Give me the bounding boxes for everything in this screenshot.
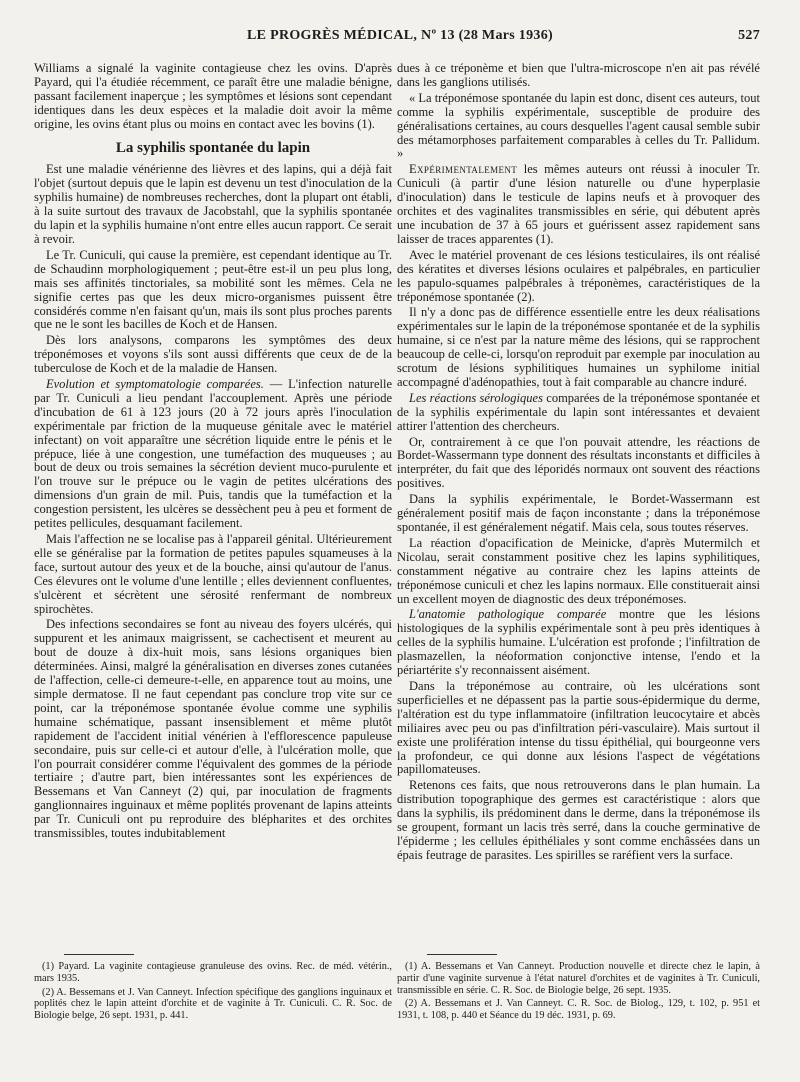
paragraph: Williams a signalé la vaginite contagieuse chez les ovins. D'après Payard, qui l'a étudiée récemment, ce paraît être une maladie bénigne, passant facilement inaperçue ; les symptômes et lésions sont cependant identiques dans les deux espèces et la maladie doit avoir la même origine, les ovins étant plus ou moins en contact avec les bovins (1). <box>34 61 392 131</box>
paragraph: Dans la tréponémose au contraire, où les ulcérations sont superficielles et ne dépassent pas la partie sous-épidermique du derme, l'altération est du type inflammatoire (infiltration leucocytaire et abcès miliaires avec peu ou pas d'infiltration péri-vasculaire). Mais surtout il existe une prolifération intense du tissu épithélial, qui bourgeonne vers la profondeur, ce qui donne aux lésions l'aspect de végétations papillomateuses. <box>397 678 760 777</box>
paragraph: Le Tr. Cuniculi, qui cause la première, est cependant identique au Tr. de Schaudinn morphologiquement ; peut-être est-il un peu plus long, mais ses affinités tinctoriales, sa mobilité sont les mêmes. Cela ne signifie certes pas que les deux micro-organismes puissent être considérés comme n'en faisant qu'un, mais ils sont plus proches parents que ne le sont les bacilles de Koch et de Hansen. <box>34 247 392 332</box>
paragraph-lead: Evolution et symptomatologie comparées. <box>46 377 264 392</box>
paragraph: Mais l'affection ne se localise pas à l'appareil génital. Ultérieurement elle se généralise par la formation de petites papules squameuses à la face, surtout autour des yeux et de la bouche, ainsi qu'autour de l'anus. Ces élevures ont le volume d'une lentille ; elles deviennent confluentes, s'ulcèrent et sécrètent une sérosité renfermant de nombreux spirochètes. <box>34 532 392 616</box>
footnote-rule <box>64 954 134 955</box>
footnote-rule <box>427 954 497 955</box>
footnote: (1) Payard. La vaginite contagieuse granuleuse des ovins. Rec. de méd. vétérin., mars 1935. <box>34 961 392 984</box>
paragraph-lead: Les réactions sérologiques <box>409 390 543 405</box>
paragraph: Dans la syphilis expérimentale, le Bordet-Wassermann est généralement positif mais de façon inconstante ; dans la tréponémose spontanée, il est généralement négatif. Mais cela, sous toutes réserves. <box>397 492 760 534</box>
left-footnotes <box>34 948 392 1024</box>
paragraph: Dès lors analysons, comparons les symptômes des deux tréponémoses et voyons s'ils sont aussi différents que ceux de de la tuberculose de Koch et de la maladie de Hansen. <box>34 333 392 376</box>
paragraph <box>397 163 760 246</box>
page-number: 527 <box>738 28 760 43</box>
paragraph: Or, contrairement à ce que l'on pouvait attendre, les réactions de Bordet-Wassermann type donnent des résultats inconstants et difficiles à interpréter, du fait que des léporidés normaux ont souvent des réactions positives. <box>397 434 760 491</box>
paragraph: Des infections secondaires se font au niveau des foyers ulcérés, qui suppurent et les animaux maigrissent, se cachectisent et meurent au bout de douze à dix-huit mois, sans lésions organiques bien déterminées. Ainsi, malgré la généralisation en diverses zones cutanées de l'affection, celle-ci demeure-t-elle, en apparence tout au moins, une simple dermatose. Il ne faut cependant pas conclure trop vite sur ce point, car la tréponémose spontanée évolue comme une syphilis humaine schématique, passant insensiblement et même plutôt rapidement de l'accident initial vénérien à l'efflorescence papuleuse secondaire, puis sur celle-ci et autour d'elle, à l'ulcération molle, que l'on pourrait considérer comme l'équivalent des gommes de la période tertiaire ; d'autre part, bien intéressantes sont les expériences de Bessemans et Van Canneyt (2) qui, par inoculation de fragments ganglionnaires inguinaux et même poplités provenant de lapins atteints par Tr. Cuniculi ont pu reproduire des blépharites et des orchites transmissibles, toutes indubitablement <box>34 617 392 841</box>
paragraph: Avec le matériel provenant de ces lésions testiculaires, ils ont réalisé des kératites et diverses lésions oculaires et palpébrales, en particulier les papulo-squames palpébrales à tréponèmes, caractéristiques de la tréponémose spontanée (2). <box>397 247 760 304</box>
paragraph <box>397 608 760 678</box>
paragraph-text: montre que les lésions histologiques de la syphilis expérimentale sont à peu près identiques à celles de la syphilis humaine. L'ulcération est profonde ; l'infiltration de plasmazellen, la néoformation conjonctive intense, l'endo et la périartérite s'y reconnaissent aisément. <box>397 607 760 678</box>
paragraph: La réaction d'opacification de Meinicke, d'après Mutermilch et Nicolau, serait constamment positive chez les lapins syphilitiques, constamment négative au contraire chez les lapins atteints de tréponémose cuniculi et chez les lapins normaux. Elle constituerait ainsi un excellent moyen de diagnostic des deux tréponémoses. <box>397 535 760 606</box>
footnote: (2) A. Bessemans et J. Van Canneyt. Infection spécifique des ganglions inguinaux et poplités chez le lapin atteint d'orchite et de vaginite à Tr. Cuniculi. C. R. Soc. de Biologie belge, 26 sept. 1931, p. 441. <box>34 986 392 1022</box>
footnote: (1) A. Bessemans et Van Canneyt. Production nouvelle et directe chez le lapin, à partir d'une vaginite survenue à l'état naturel d'orchites et de vaginites à Tr. Cuniculi, transmissible en série. C. R. Soc. de Biologie belge, 26 sept. 1935. <box>397 961 760 996</box>
paragraph: Est une maladie vénérienne des lièvres et des lapins, qui a déjà fait l'objet (surtout depuis que le lapin est devenu un test d'inoculation de la syphilis humaine) de nombreuses recherches, dont la plupart ont établi, à la suite surtout des travaux de Jacobstahl, que la syphilis spontanée du lapin et la syphilis humaine n'ont entre elles aucun rapport. Ce serait à revoir. <box>34 162 392 246</box>
running-header <box>40 28 760 50</box>
paragraph-lead: L'anatomie pathologique comparée <box>409 607 607 622</box>
paragraph-text: les mêmes auteurs ont réussi à inoculer Tr. Cuniculi (à partir d'une lésion naturelle ou d'une hyperplasie d'inoculation) dans le testicule de lapins neufs et à provoquer des orchites et des vaginalites transmissibles en série, qui débutent après une incubation de 37 à 65 jours et guérissent assez rapidement sans laisser de traces apparentes (1). <box>397 162 760 246</box>
paragraph-lead: Expérimentalement <box>409 162 518 177</box>
paragraph-text: comparées de la tréponémose spontanée et de la syphilis expérimentale du lapin sont intéressantes et devaient attirer l'attention des chercheurs. <box>397 390 761 433</box>
section-heading: La syphilis spontanée du lapin <box>115 139 311 156</box>
paragraph: dues à ce tréponème et bien que l'ultra-microscope n'en ait pas révélé dans les ganglions utilisés. <box>397 61 760 89</box>
paragraph <box>34 378 392 531</box>
paragraph: Il n'y a donc pas de différence essentielle entre les deux réalisations expérimentales sur le lapin de la tréponémose spontanée et de la syphilis humaine, si ce n'est par la nature même des lésions, qui se rapprochent beaucoup de celle-ci, lorsqu'on reproduit par exemple par inoculation au scrotum de lésions syphilitiques humaines un syphilome initial accompagné d'adénopathies, tout à fait comparable au chancre induré. <box>397 305 760 389</box>
paragraph <box>397 392 760 434</box>
right-column <box>397 62 760 865</box>
paragraph-text: — L'infection naturelle par Tr. Cuniculi a lieu pendant l'accouplement. Après une période d'incubation de 61 à 123 jours (20 à 72 jours après l'inoculation expérimentale par friction de la muqueuse génitale avec le matériel infectant) on voit apparaître une sécrétion liquide entre le pénis et le prépuce, liée à une congestion, une tuméfaction des muqueuses ; au bout de deux ou trois semaines la sécrétion devient muco-purulente et l'on trouve sur le prépuce ou le vagin de petites ulcérations des dimensions d'un grain de mil. Puis, tandis que la tuméfaction et la congestion persistent, les ulcères se dessèchent peu à peu et forment de petites pellicules, desquamant facilement. <box>34 377 393 531</box>
journal-title: LE PROGRÈS MÉDICAL, Nº 13 (28 Mars 1936) <box>247 28 553 43</box>
right-footnotes <box>397 948 760 1024</box>
left-column <box>34 62 392 843</box>
footnote: (2) A. Bessemans et J. Van Canneyt. C. R. Soc. de Biolog., 129, t. 102, p. 951 et 1931, t. 108, p. 440 et Séance du 19 déc. 1931, p. 69. <box>397 998 760 1022</box>
paragraph: « La tréponémose spontanée du lapin est donc, disent ces auteurs, tout comme la syphilis expérimentale, susceptible de produire des généralisations certaines, au cours desquelles l'agent causal semble subir des métamorphoses parfaitement comparables à celles du Tr. Pallidum. » <box>397 90 760 161</box>
paragraph: Retenons ces faits, que nous retrouverons dans le plan humain. La distribution topographique des germes est caractéristique : alors que dans la syphilis, ils prédominent dans le derme, dans la tréponémose ils se groupent, formant un lacis très serré, dans la couche germinative de l'épiderme ; les cellules épithéliales y sont comme enchâssées dans un épais feutrage de parasites. Les spirilles se raréfient vers la surface. <box>397 778 760 862</box>
